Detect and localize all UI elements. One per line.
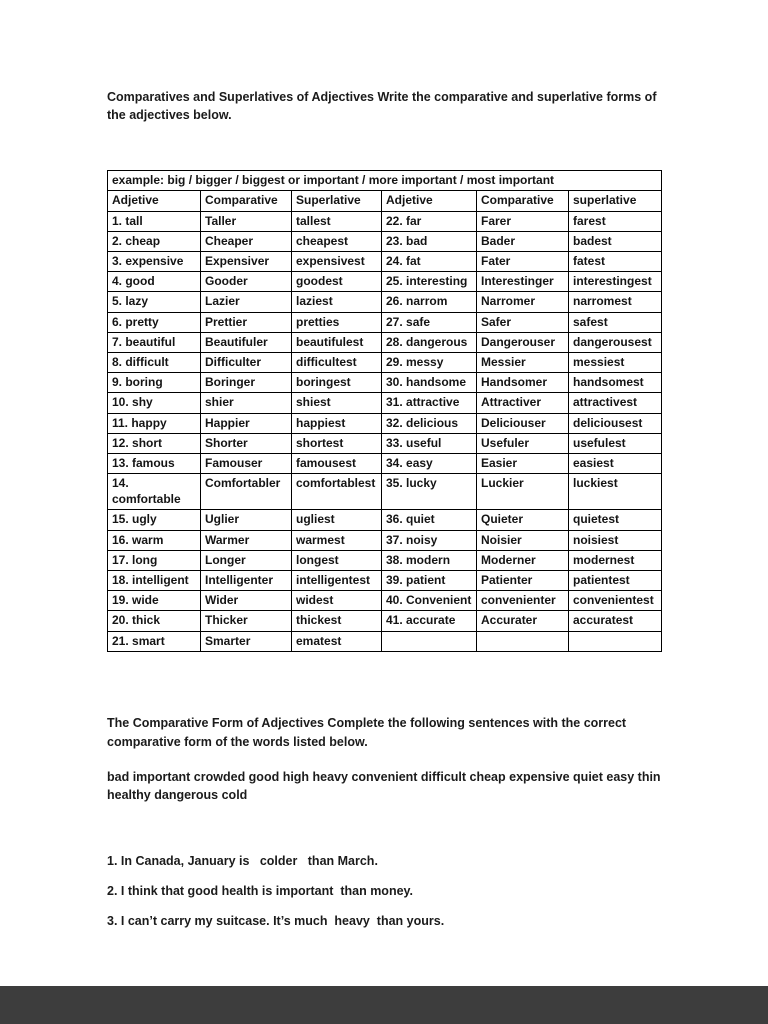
table-cell: Famouser xyxy=(201,453,292,473)
table-cell: 17. long xyxy=(108,550,201,570)
table-cell: Patienter xyxy=(477,571,569,591)
table-cell: 11. happy xyxy=(108,413,201,433)
sentences xyxy=(107,854,661,928)
table-row xyxy=(108,373,662,393)
header-cell: Comparative xyxy=(477,191,569,211)
table-cell: shortest xyxy=(292,433,382,453)
table-cell: Longer xyxy=(201,550,292,570)
table-cell: deliciousest xyxy=(569,413,662,433)
table-cell: easiest xyxy=(569,453,662,473)
table-cell: luckiest xyxy=(569,474,662,510)
table-row xyxy=(108,352,662,372)
table-cell: handsomest xyxy=(569,373,662,393)
table-cell: Smarter xyxy=(201,631,292,651)
table-cell: cheapest xyxy=(292,231,382,251)
table-row xyxy=(108,393,662,413)
table-cell: laziest xyxy=(292,292,382,312)
table-cell: Deliciouser xyxy=(477,413,569,433)
table-cell: famousest xyxy=(292,453,382,473)
table-cell: 20. thick xyxy=(108,611,201,631)
table-cell: 9. boring xyxy=(108,373,201,393)
table-cell: Thicker xyxy=(201,611,292,631)
table-cell: Comfortabler xyxy=(201,474,292,510)
table-cell: Gooder xyxy=(201,272,292,292)
table-cell: quietest xyxy=(569,510,662,530)
table-cell: Wider xyxy=(201,591,292,611)
table-row xyxy=(108,510,662,530)
document-title: Comparatives and Superlatives of Adjectives Write the comparative and superlative forms of the adjectives below. xyxy=(107,90,657,123)
table-cell: Moderner xyxy=(477,550,569,570)
table-cell: badest xyxy=(569,231,662,251)
table-cell: patientest xyxy=(569,571,662,591)
header-cell: superlative xyxy=(569,191,662,211)
table-cell: goodest xyxy=(292,272,382,292)
table-cell: beautifulest xyxy=(292,332,382,352)
table-cell: 39. patient xyxy=(382,571,477,591)
table-row xyxy=(108,530,662,550)
header-cell: Superlative xyxy=(292,191,382,211)
table-cell xyxy=(569,631,662,651)
table-cell: 16. warm xyxy=(108,530,201,550)
table-cell: attractivest xyxy=(569,393,662,413)
table-cell: 41. accurate xyxy=(382,611,477,631)
table-cell: Farer xyxy=(477,211,569,231)
table-cell: 36. quiet xyxy=(382,510,477,530)
table-cell: 5. lazy xyxy=(108,292,201,312)
table-cell: difficultest xyxy=(292,352,382,372)
table-row xyxy=(108,550,662,570)
table-cell: warmest xyxy=(292,530,382,550)
table-cell: farest xyxy=(569,211,662,231)
table-cell: longest xyxy=(292,550,382,570)
table-cell: fatest xyxy=(569,252,662,272)
header-cell: Comparative xyxy=(201,191,292,211)
table-cell: intelligentest xyxy=(292,571,382,591)
table-cell: 27. safe xyxy=(382,312,477,332)
table-cell: Messier xyxy=(477,352,569,372)
table-cell: boringest xyxy=(292,373,382,393)
table-cell: Attractiver xyxy=(477,393,569,413)
table-cell: 23. bad xyxy=(382,231,477,251)
table-cell: interestingest xyxy=(569,272,662,292)
table-cell: ugliest xyxy=(292,510,382,530)
table-row xyxy=(108,292,662,312)
sentence: 1. In Canada, January is colder than March. xyxy=(107,854,378,869)
example-row xyxy=(108,171,662,191)
table-cell: 10. shy xyxy=(108,393,201,413)
sentence: 3. I can’t carry my suitcase. It’s much heavy than yours. xyxy=(107,914,445,929)
table-cell: Easier xyxy=(477,453,569,473)
table-cell: 24. fat xyxy=(382,252,477,272)
example-cell: example: big / bigger / biggest or important / more important / most important xyxy=(108,171,662,191)
table-row xyxy=(108,312,662,332)
table-row xyxy=(108,453,662,473)
table-cell: 40. Convenient xyxy=(382,591,477,611)
table-cell: 37. noisy xyxy=(382,530,477,550)
table-row xyxy=(108,571,662,591)
table-cell: 26. narrom xyxy=(382,292,477,312)
table-cell: 4. good xyxy=(108,272,201,292)
table-row xyxy=(108,211,662,231)
table-cell: 25. interesting xyxy=(382,272,477,292)
table-row xyxy=(108,332,662,352)
table-cell: Shorter xyxy=(201,433,292,453)
table-row xyxy=(108,433,662,453)
table-cell: Cheaper xyxy=(201,231,292,251)
table-body xyxy=(108,211,662,651)
table-cell: thickest xyxy=(292,611,382,631)
table-cell: 34. easy xyxy=(382,453,477,473)
table-row xyxy=(108,474,662,510)
header-cell: Adjetive xyxy=(108,191,201,211)
table-cell: Taller xyxy=(201,211,292,231)
table-cell: narromest xyxy=(569,292,662,312)
table-cell: 12. short xyxy=(108,433,201,453)
header-cell: Adjetive xyxy=(382,191,477,211)
table-cell: Quieter xyxy=(477,510,569,530)
table-cell: accuratest xyxy=(569,611,662,631)
viewer-footer-strip xyxy=(0,986,768,1024)
table-cell: 15. ugly xyxy=(108,510,201,530)
table-cell: 6. pretty xyxy=(108,312,201,332)
table-cell: dangerousest xyxy=(569,332,662,352)
table-row xyxy=(108,231,662,251)
table-cell: Lazier xyxy=(201,292,292,312)
table-cell: Fater xyxy=(477,252,569,272)
table-cell: convenientest xyxy=(569,591,662,611)
table-cell: safest xyxy=(569,312,662,332)
table-row xyxy=(108,631,662,651)
table-cell: 8. difficult xyxy=(108,352,201,372)
table-cell: 32. delicious xyxy=(382,413,477,433)
table-cell: Noisier xyxy=(477,530,569,550)
word-bank: bad important crowded good high heavy convenient difficult cheap expensive quiet easy thin healthy dangerous cold xyxy=(107,770,661,802)
table-cell: Happier xyxy=(201,413,292,433)
table-cell: widest xyxy=(292,591,382,611)
table-cell: 33. useful xyxy=(382,433,477,453)
table-cell: Dangerouser xyxy=(477,332,569,352)
table-row xyxy=(108,272,662,292)
table-cell: Accurater xyxy=(477,611,569,631)
table-cell: 28. dangerous xyxy=(382,332,477,352)
table-cell: Usefuler xyxy=(477,433,569,453)
table-cell: 22. far xyxy=(382,211,477,231)
table-cell: Uglier xyxy=(201,510,292,530)
table-cell: Expensiver xyxy=(201,252,292,272)
table-cell: Warmer xyxy=(201,530,292,550)
table-cell: shier xyxy=(201,393,292,413)
table-cell: 21. smart xyxy=(108,631,201,651)
table-cell: 13. famous xyxy=(108,453,201,473)
table-cell: Safer xyxy=(477,312,569,332)
table-cell: shiest xyxy=(292,393,382,413)
table-cell: messiest xyxy=(569,352,662,372)
header-row xyxy=(108,191,662,211)
table-cell: modernest xyxy=(569,550,662,570)
table-cell: 14. comfortable xyxy=(108,474,201,510)
table-cell: Bader xyxy=(477,231,569,251)
table-cell: 2. cheap xyxy=(108,231,201,251)
table-cell: Prettier xyxy=(201,312,292,332)
table-cell: 3. expensive xyxy=(108,252,201,272)
table-cell: pretties xyxy=(292,312,382,332)
table-cell: noisiest xyxy=(569,530,662,550)
table-cell: Beautifuler xyxy=(201,332,292,352)
table-row xyxy=(108,252,662,272)
table-cell: Handsomer xyxy=(477,373,569,393)
adjectives-table xyxy=(107,170,662,652)
table-row xyxy=(108,413,662,433)
table-cell: 7. beautiful xyxy=(108,332,201,352)
table-cell: expensivest xyxy=(292,252,382,272)
table-cell: 1. tall xyxy=(108,211,201,231)
table-cell: 35. lucky xyxy=(382,474,477,510)
table-cell: 29. messy xyxy=(382,352,477,372)
table-row xyxy=(108,591,662,611)
table-cell: Interestinger xyxy=(477,272,569,292)
table-cell: Intelligenter xyxy=(201,571,292,591)
table-cell: usefulest xyxy=(569,433,662,453)
table-cell: Boringer xyxy=(201,373,292,393)
table-cell xyxy=(477,631,569,651)
table-cell: Difficulter xyxy=(201,352,292,372)
table-row xyxy=(108,611,662,631)
table-cell: comfortablest xyxy=(292,474,382,510)
table-cell: 31. attractive xyxy=(382,393,477,413)
table-cell: 30. handsome xyxy=(382,373,477,393)
table-cell: 18. intelligent xyxy=(108,571,201,591)
table-cell: 38. modern xyxy=(382,550,477,570)
table-cell: convenienter xyxy=(477,591,569,611)
table-cell: ematest xyxy=(292,631,382,651)
table-cell: happiest xyxy=(292,413,382,433)
table-cell: tallest xyxy=(292,211,382,231)
section-heading: The Comparative Form of Adjectives Complete the following sentences with the correct comparative form of the words listed below. xyxy=(107,715,627,749)
sentence: 2. I think that good health is important than money. xyxy=(107,884,414,899)
table-cell xyxy=(382,631,477,651)
table-cell: 19. wide xyxy=(108,591,201,611)
table-cell: Luckier xyxy=(477,474,569,510)
table-cell: Narromer xyxy=(477,292,569,312)
